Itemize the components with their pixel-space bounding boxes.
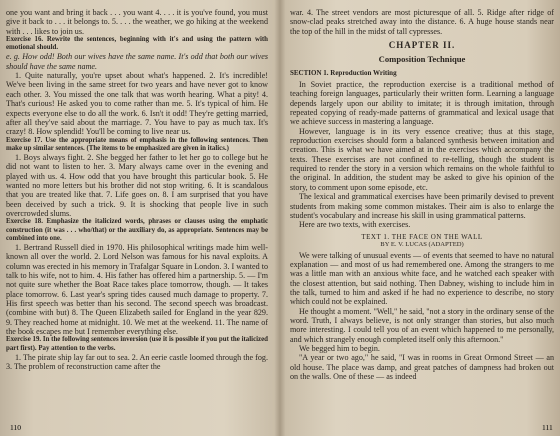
paragraph: Here are two texts, with exercises. [299,220,411,230]
paragraph: 1. Bertrand Russell died in 1970. His philosophical writings made him well-known all over the world. 2. Lord Nelson was famous for his naval exploits. A column was erected in his memory in Trafalgar Square in London. 3. I wanted to talk to his wife, not to him. 4. His father has offered him a partnership. 5. — I'm not quite sure whether the Boat Race takes place tomorrow, though. — It takes place tomorrow. 6. Last year's spring tides caused much damage to property. 7. His first speech was better than his second. The second speech was broadcast. (combine with but) 8. The Queen Elizabeth sailed for England in the year 829. 9. They reached home at midnight. 10. We met at the weekend. 11. The name of the book escapes me but I remember everything else. [6,242,268,337]
paragraph: 1. The pirate ship lay far out to sea. 2. An eerie castle loomed through the fog. 3. The problem of reconstruction came after the [6,352,268,372]
paragraph: Exercise 18. Emphasize the italicized words, phrases or clauses using the emphatic construction (it was . . . who/that) or the auxiliary do, as appropriate. Sentences may be combined into one. [6,218,268,242]
story-text [290,251,554,382]
paragraph: We were talking of unusual events — of events that seemed to have no natural explanation — and most of us had remembered one. Among the strangers to me was a little man with an anxious white face, and he watched each speaker with the closest attention, but said nothing. Then Dabney, wishing to include him in the talk, turned to him and asked if he had no experience to describe, no story which could not be explained. [290,250,554,307]
paragraph: He thought a moment. "Well," he said, "not a story in the ordinary sense of the word. Truth, I always believe, is not only stranger than stories, but also much more interesting. I could tell you of an event which happened to me personally, and which strangely enough completed itself only this afternoon." [290,306,554,344]
paragraph: one you want and bring it back . . . you want 4. . . . it is you've found, you must give it back to . . . it belongs to. 5. . . . the weather, we go hiking at the weekend with . . . likes to join us. [6,8,268,36]
paragraph: war. 4. The street vendors are most picturesque of all. 5. Ridge after ridge of snow-clad peaks stretched away into the distance. 6. A huge house stands near the top of the hill in the midst of tall cypresses. [290,8,554,36]
paragraph: e. g. How odd! Both our wives have the same name. It's odd that both our wives should have the same name. [6,52,268,71]
paragraph: We begged him to begin. [299,343,380,353]
right-page-number: 111 [542,423,553,432]
left-page [6,0,268,436]
left-page-number: 110 [10,423,21,432]
exercise-continuation [290,8,554,36]
paragraph: Exercise 19. In the following sentences inversion (use it is possible if you put the italicized part first). Pay attention to the verbs. [6,336,268,352]
paragraph: The lexical and grammatical exercises have been primarily devised to prevent students from making some common mistakes. Their aim is also to enlarge the student's vocabulary and increase his skill in using grammatical patterns. [290,192,554,220]
paragraph: However, language is in its very essence creative; thus at this stage, reproduction exercises should form a balanced synthesis between imitation and creation. This is what we have aimed at in the exercises which accompany the texts. These exercises are not confined to re-telling, though the student is required to render the story in a version which remains on the whole faithful to the original. In addition, the student may be asked to give his opinion of the story, to comment upon some episode, etc. [290,126,554,192]
left-page-text [6,0,268,371]
right-page [290,0,554,436]
paragraph: 1. Quite naturally, you're upset about what's happened. 2. It's incredible! We've been living in the same street for two years and have never got to know each other. 3. You missed the one talk that was worth hearing. What a pity! 4. That's curious! He asked you to come rather than me. 5. It's typical of him. He expects everyone else to do all the work. 6. Isn't it odd! They're getting married, after all they've said about the marriage. 7. You have to pay as much tax. It's crazy! 8. How splendid! You'll be coming to live near us. [6,71,268,137]
chapter-title: Composition Technique [378,54,466,65]
paragraph: In Soviet practice, the reproduction exercise is a traditional method of teaching foreign languages, particularly their written form. Learning a language depends largely upon our ability to imitate; it is through imitation, through repeated copying of ready-made patterns of grammatical and lexical usage that we achieve success in mastering a language. [290,80,554,127]
story-title: TEXT 1. THE FACE ON THE WALL [361,232,483,241]
right-page-text [290,0,554,381]
section-body [290,80,554,230]
chapter-heading: CHAPTER II. [388,40,456,51]
paragraph: 1. Boys always fight. 2. She begged her father to let her go to college but he did not want to listen to her. 3. Mary always came over in the evening and played with us. 4. How odd that you have brought this particular book. 5. He wanted no more letters but his brother did not stop writing. 6. It is scandalous that you are treated like that. 7. Life goes on. 8. I am surprised that you have been deceived by such a trick. 9. It is shocking that people live in such overcrowded slums. [6,152,268,218]
section-heading: SECTION 1. Reproduction Writing [290,69,397,78]
story-author: BY E. V. LUCAS (ADAPTED) [380,240,464,248]
paragraph: Exercise 17. Use the appropriate means of emphasis in the following sentences. Then make up similar sentences. (The items to be emphasized are given in italics.) [6,136,268,152]
paragraph: "A year or two ago," he said, "I was in rooms in Great Ormond Street — an old house. The place was damp, and great patches of dampness had broken out on the walls. One of these — as indeed [290,353,554,381]
paragraph: Exercise 16. Rewrite the sentences, beginning with it's and using the pattern with emotional should. [6,36,268,52]
